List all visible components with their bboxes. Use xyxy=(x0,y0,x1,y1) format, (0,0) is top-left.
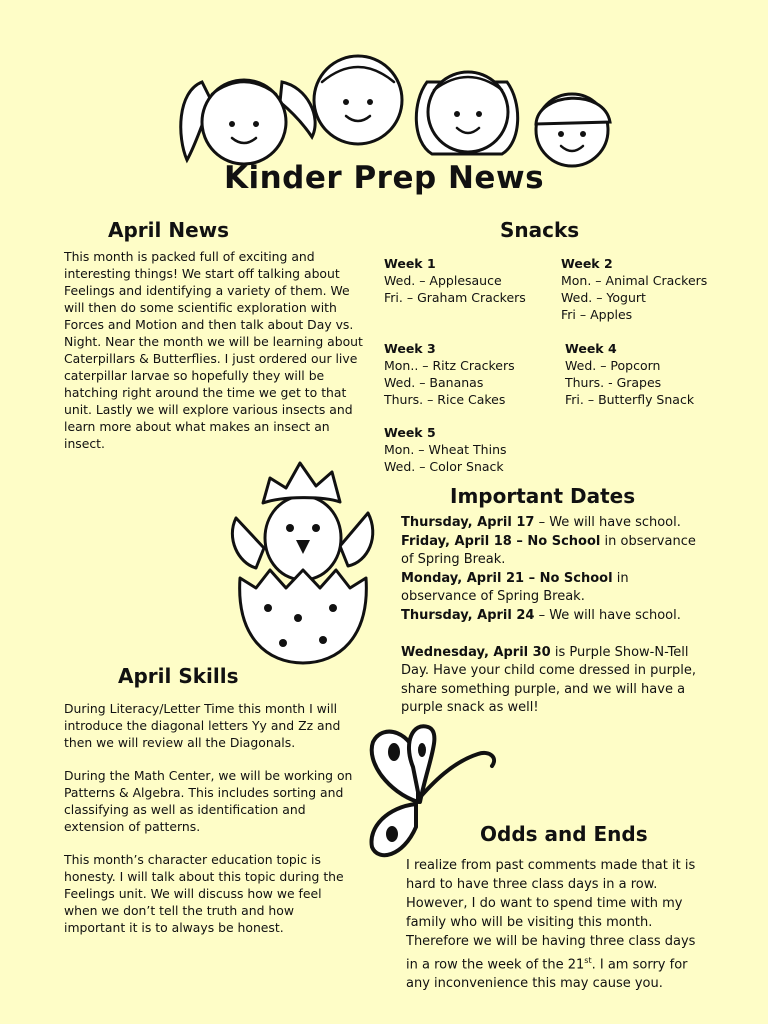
odds-and-ends-heading: Odds and Ends xyxy=(480,822,648,846)
odds-and-ends-body xyxy=(406,856,702,993)
important-dates-heading: Important Dates xyxy=(450,484,636,508)
snack-item: Fri. – Butterfly Snack xyxy=(565,392,695,407)
snack-week-1 xyxy=(384,255,526,306)
april-news-heading: April News xyxy=(108,218,230,242)
date-item xyxy=(401,514,701,533)
odds-text: . I am sorry for any inconvenience this may cause you. xyxy=(406,957,688,992)
snack-week-2 xyxy=(561,255,707,323)
date-label: Thursday, April 17 xyxy=(401,515,535,530)
snack-item: Thurs. – Rice Cakes xyxy=(384,392,506,407)
date-item xyxy=(401,533,701,570)
snack-item: Wed. – Applesauce xyxy=(384,273,502,288)
date-text: is Purple Show-N-Tell Day. Have your child come dressed in purple, share something purple, and we will have a purple snack as well! xyxy=(401,644,696,716)
snacks-heading: Snacks xyxy=(500,218,580,242)
snack-item: Wed. – Color Snack xyxy=(384,459,504,474)
snack-week-label: Week 2 xyxy=(561,256,613,271)
important-dates-list xyxy=(401,514,701,718)
skills-paragraph: This month’s character education topic is honesty. I will talk about this topic during the Feelings unit. We will discuss how we feel when we don’t tell the truth and how important it is to always be honest. xyxy=(64,852,344,935)
date-label: Wednesday, April 30 xyxy=(401,644,551,660)
date-label: Monday, April 21 – No School xyxy=(401,570,613,586)
snack-week-label: Week 3 xyxy=(384,341,436,356)
snack-item: Wed. – Yogurt xyxy=(561,290,646,305)
date-item xyxy=(401,607,701,626)
ordinal-suffix: st xyxy=(584,956,592,965)
kids-faces-icon xyxy=(172,42,622,164)
snack-item: Wed. – Bananas xyxy=(384,375,484,390)
skills-paragraph: During the Math Center, we will be working on Patterns & Algebra. This includes sorting and classifying as well as identification and extension of patterns. xyxy=(64,768,353,834)
date-text: – We will have school. xyxy=(534,607,681,623)
date-text: in observance of Spring Break. xyxy=(401,570,629,605)
date-text: – We will have school. xyxy=(534,515,681,530)
april-news-body: This month is packed full of exciting and interesting things! We start off talking about Feelings and identifying a variety of them. We will then do some scientific exploration with Forces and Motion and then talk about Day vs. Night. Near the month we will be learning about Caterpillars & Butterflies. I just ordered our live caterpillar larvae so hopefully they will be hatching right around the time we get to that unit. Lastly we will explore various insects and learn more about what makes an insect an insect. xyxy=(64,249,363,451)
snack-item: Mon. – Wheat Thins xyxy=(384,442,507,457)
snack-item: Mon. – Animal Crackers xyxy=(561,273,708,288)
odds-text: I realize from past comments made that it is hard to have three class days in a row. However, I do want to spend time with my family who will be visiting this month. Therefore we will be having three class days in a row the week of the 21 xyxy=(406,858,696,973)
snack-item: Fri – Apples xyxy=(561,307,633,322)
date-label: Friday, April 18 – No School xyxy=(401,533,601,549)
snack-week-label: Week 1 xyxy=(384,256,436,271)
date-item xyxy=(401,570,701,607)
snack-week-label: Week 4 xyxy=(565,341,617,356)
april-skills-heading: April Skills xyxy=(118,664,239,688)
skills-paragraph: During Literacy/Letter Time this month I will introduce the diagonal letters Yy and Zz and then we will review all the Diagonals. xyxy=(64,701,341,750)
snack-week-label: Week 5 xyxy=(384,425,436,440)
snack-week-5 xyxy=(384,424,507,475)
snack-week-3 xyxy=(384,340,515,408)
april-skills-body xyxy=(64,700,354,952)
snack-item: Thurs. - Grapes xyxy=(565,375,662,390)
date-item xyxy=(401,644,701,718)
snack-item: Mon.. – Ritz Crackers xyxy=(384,358,515,373)
snack-item: Fri. – Graham Crackers xyxy=(384,290,526,305)
snack-week-4 xyxy=(565,340,694,408)
date-text: in observance of Spring Break. xyxy=(401,533,696,568)
page-title: Kinder Prep News xyxy=(223,160,545,196)
hatching-chick-icon xyxy=(228,458,378,668)
snack-item: Wed. – Popcorn xyxy=(565,358,661,373)
date-label: Thursday, April 24 xyxy=(401,607,535,623)
